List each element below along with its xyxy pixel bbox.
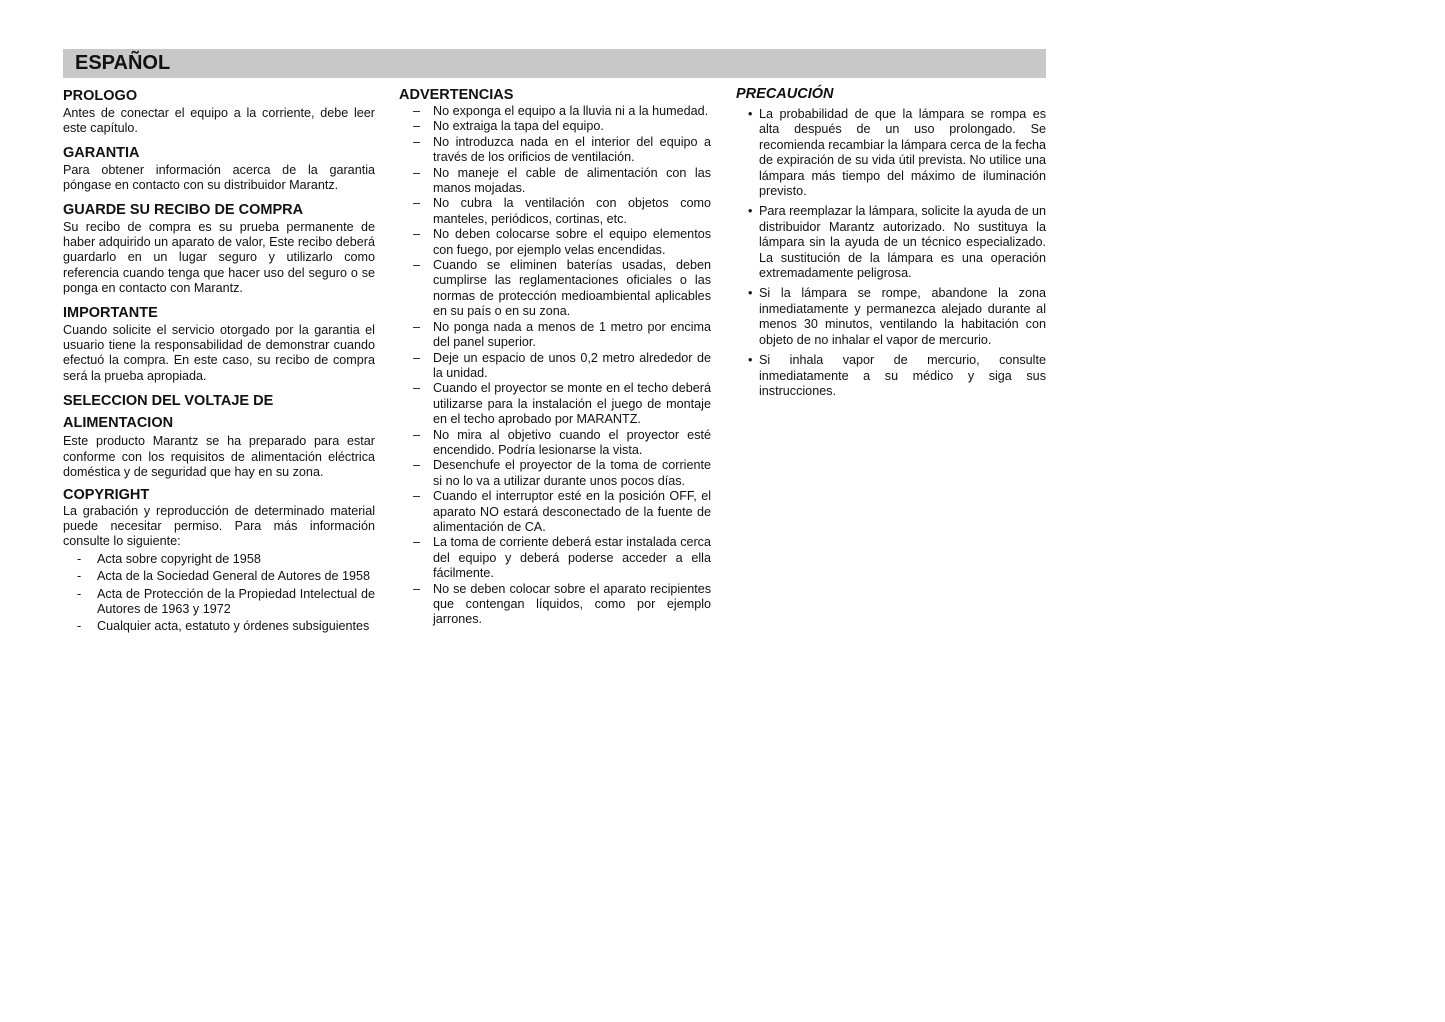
section-title: GARANTIA bbox=[63, 144, 140, 161]
section-title: ADVERTENCIAS bbox=[399, 87, 514, 103]
section-text: La grabación y reproducción de determinado material puede necesitar permiso. Para más información consulte lo siguiente: bbox=[63, 503, 375, 549]
list-item: – No exponga el equipo a la lluvia ni a la humedad. bbox=[399, 104, 711, 119]
list-item: - Cualquier acta, estatuto y órdenes subsiguientes bbox=[63, 619, 375, 634]
list-item: – No se deben colocar sobre el aparato recipientes que contengan líquidos, como por ejemplo jarrones. bbox=[399, 582, 711, 628]
copyright-list bbox=[63, 552, 375, 635]
list-item: – No cubra la ventilación con objetos como manteles, periódicos, cortinas, etc. bbox=[399, 196, 711, 227]
section-text: Este producto Marantz se ha preparado para estar conforme con los requisitos de alimentación eléctrica doméstica y de seguridad que hay en su zona. bbox=[63, 434, 375, 480]
list-item: – No ponga nada a menos de 1 metro por encima del panel superior. bbox=[399, 320, 711, 351]
list-item: – Cuando el interruptor esté en la posición OFF, el aparato NO estará desconectado de la fuente de alimentación de CA. bbox=[399, 489, 711, 535]
list-item: – No maneje el cable de alimentación con las manos mojadas. bbox=[399, 166, 711, 197]
language-header bbox=[63, 49, 1046, 78]
column-2 bbox=[399, 86, 711, 628]
section-title: IMPORTANTE bbox=[63, 304, 158, 321]
list-item: – Desenchufe el proyector de la toma de corriente si no lo va a utilizar durante unos pocos días. bbox=[399, 458, 711, 489]
section-text: Antes de conectar el equipo a la corriente, debe leer este capítulo. bbox=[63, 106, 375, 136]
list-item: – No introduzca nada en el interior del equipo a través de los orificios de ventilación. bbox=[399, 135, 711, 166]
section-title: COPYRIGHT bbox=[63, 486, 150, 503]
column-3 bbox=[736, 86, 1046, 399]
list-item: – Cuando se eliminen baterías usadas, deben cumplirse las reglamentaciones oficiales o las normas de protección medioambiental aplicables en su país o en su zona. bbox=[399, 258, 711, 320]
section-title: GUARDE SU RECIBO DE COMPRA bbox=[63, 201, 304, 218]
list-item: – No extraiga la tapa del equipo. bbox=[399, 119, 711, 134]
precautions-list bbox=[736, 107, 1046, 399]
list-item: - Acta de la Sociedad General de Autores de 1958 bbox=[63, 569, 375, 584]
list-item: – No deben colocarse sobre el equipo elementos con fuego, por ejemplo velas encendidas. bbox=[399, 227, 711, 258]
list-item: – Deje un espacio de unos 0,2 metro alrededor de la unidad. bbox=[399, 351, 711, 382]
header-title: ESPAÑOL bbox=[75, 52, 171, 74]
list-item: - Acta sobre copyright de 1958 bbox=[63, 552, 375, 567]
section-text: Para obtener información acerca de la garantia póngase en contacto con su distribuidor Marantz. bbox=[63, 162, 375, 193]
section-text: Cuando solicite el servicio otorgado por la garantia el usuario tiene la responsabilidad de demonstrar cuando efectuó la compra. En este caso, su recibo de compra será la prueba apropiada. bbox=[63, 322, 375, 383]
section-title: PROLOGO bbox=[63, 88, 138, 104]
list-item: • Para reemplazar la lámpara, solicite la ayuda de un distribuidor Marantz autorizado. No sustituya la lámpara sin la ayuda de un técnico especializado. La sustitución de la lámpara es una operación extremadamente peligrosa. bbox=[736, 204, 1046, 281]
list-item: - Acta de Protección de la Propiedad Intelectual de Autores de 1963 y 1972 bbox=[63, 587, 375, 618]
list-item: – La toma de corriente deberá estar instalada cerca del equipo y deberá poderse acceder a ella fácilmente. bbox=[399, 535, 711, 581]
column-1 bbox=[63, 86, 375, 635]
list-item: • Si la lámpara se rompe, abandone la zona inmediatamente y permanezca alejado durante al menos 30 minutos, ventilando la habitación con objeto de no inhalar el vapor de mercurio. bbox=[736, 286, 1046, 348]
section-title: SELECCION DEL VOLTAJE DE ALIMENTACION bbox=[63, 393, 274, 432]
warnings-list bbox=[399, 104, 711, 628]
list-item: – No mira al objetivo cuando el proyector esté encendido. Podría lesionarse la vista. bbox=[399, 428, 711, 459]
list-item: • La probabilidad de que la lámpara se rompa es alta después de un uso prolongado. Se recomienda recambiar la lámpara cerca de la fecha de expiración de su vida útil prevista. No utilice una lámpara más tiempo del máximo de iluminación previsto. bbox=[736, 107, 1046, 199]
section-text: Su recibo de compra es su prueba permanente de haber adquirido un aparato de valor, Este recibo deberá guardarlo en un lugar seguro y utilizarlo como referencia cuando tenga que hacer uso del seguro o se ponga en contacto con Marantz. bbox=[63, 219, 375, 296]
list-item: • Si inhala vapor de mercurio, consulte inmediatamente a su médico y siga sus instrucciones. bbox=[736, 353, 1046, 399]
section-title: PRECAUCIÓN bbox=[736, 86, 834, 102]
list-item: – Cuando el proyector se monte en el techo deberá utilizarse para la instalación el juego de montaje en el techo aprobado por MARANTZ. bbox=[399, 381, 711, 427]
